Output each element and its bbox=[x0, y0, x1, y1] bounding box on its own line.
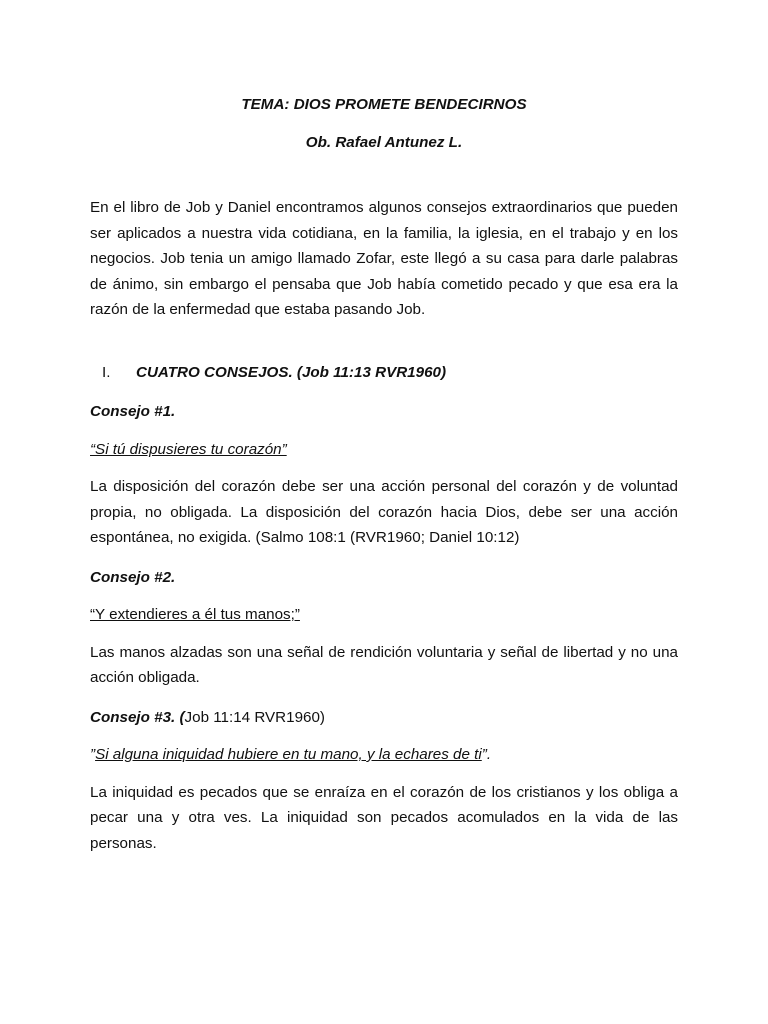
document-title: TEMA: DIOS PROMETE BENDECIRNOS bbox=[241, 96, 527, 113]
consejo-2-label: Consejo #2. bbox=[90, 568, 176, 586]
section-number: I. bbox=[102, 363, 111, 381]
consejo-1-text: La disposición del corazón debe ser una acción personal del corazón y de voluntad propia, no obligada. La disposición del corazón hacia Dios, debe ser una acción espontánea, no exigida. (Salmo 108:1 (RVR1960; Daniel 10:12) bbox=[90, 478, 678, 546]
consejo-3-quote: Si alguna iniquidad hubiere en tu mano, y la echares de ti bbox=[95, 746, 482, 763]
intro-paragraph: En el libro de Job y Daniel encontramos algunos consejos extraordinarios que pueden ser aplicados a nuestra vida cotidiana, en la familia, la iglesia, en el trabajo y en los negocios. Job tenia un amigo llamado Zofar, este llegó a su casa para darle palabras de ánimo, sin embargo el pensaba que Job había cometido pecado y que esa era la razón de la enfermedad que estaba pasando Job. bbox=[90, 199, 678, 318]
document-body bbox=[90, 92, 678, 856]
consejo-1-quote-line bbox=[90, 437, 678, 463]
consejo-1-label: Consejo #1. bbox=[90, 403, 176, 420]
consejo-3-label: Consejo #3. ( bbox=[90, 708, 185, 726]
consejo-3-reference: Job 11:14 RVR1960) bbox=[184, 708, 325, 726]
consejo-3-quote-open: ” bbox=[90, 746, 96, 763]
section-heading bbox=[90, 360, 678, 386]
consejo-1-quote: “Si tú dispusieres tu corazón” bbox=[90, 440, 287, 458]
consejo-3-quote-close: ”. bbox=[481, 746, 492, 763]
consejo-2-quote-line bbox=[90, 602, 678, 628]
consejo-2-text: Las manos alzadas son una señal de rendición voluntaria y señal de libertad y no una acción obligada. bbox=[90, 643, 678, 686]
document-author: Ob. Rafael Antunez L. bbox=[305, 133, 463, 151]
consejo-3-heading bbox=[90, 705, 678, 731]
consejo-3-text: La iniquidad es pecados que se enraíza en el corazón de los cristianos y los obliga a pecar una y otra ves. La iniquidad son pecados acomulados en la vida de las personas. bbox=[90, 783, 678, 852]
consejo-2-quote: “Y extendieres a él tus manos;” bbox=[90, 606, 300, 623]
consejo-3-quote-line bbox=[90, 742, 678, 768]
section-title: CUATRO CONSEJOS. (Job 11:13 RVR1960) bbox=[136, 363, 447, 381]
